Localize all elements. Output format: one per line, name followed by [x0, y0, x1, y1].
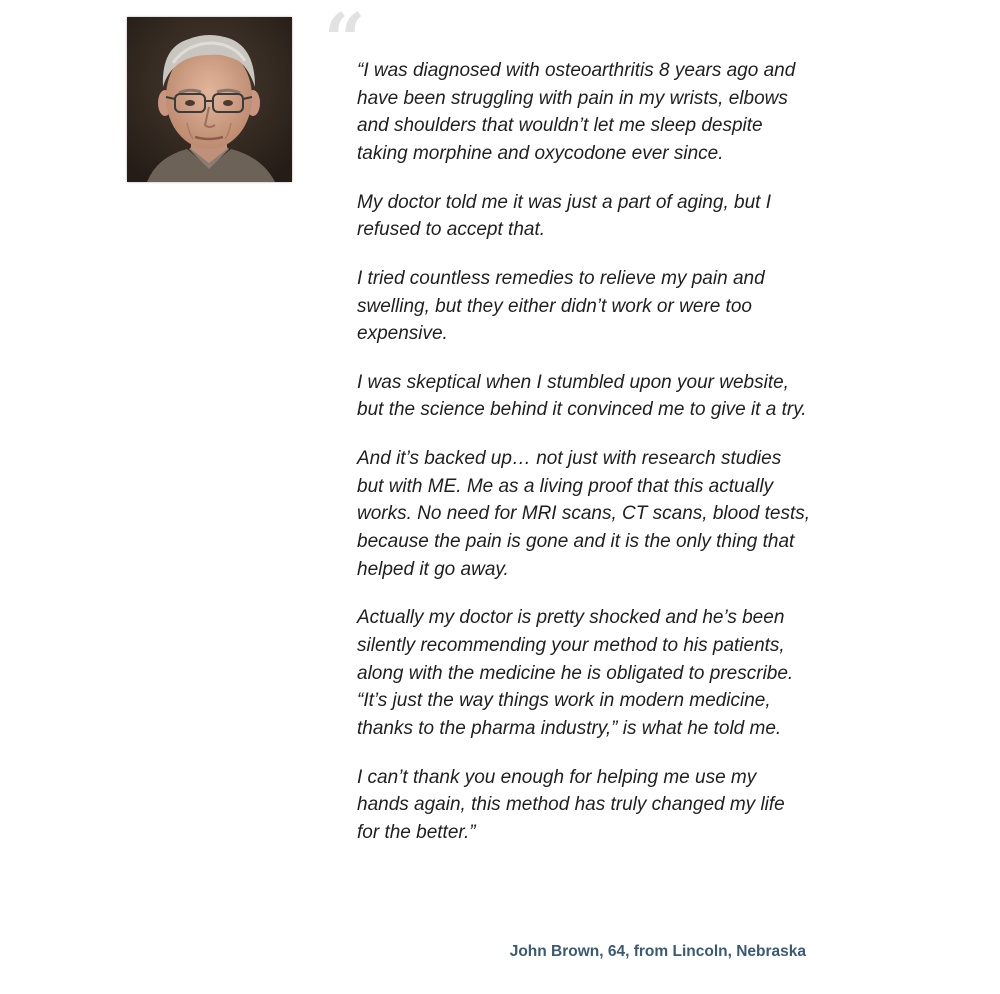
person-photo-icon — [127, 17, 292, 182]
testimonial-paragraph: And it’s backed up… not just with research studies but with ME. Me as a living proof that this actually works. No need for MRI scans, CT scans, blood tests, because the pain is gone and it is the only thing that helped it go away. — [357, 447, 811, 580]
avatar — [127, 17, 292, 182]
testimonial-paragraph: “I was diagnosed with osteoarthritis 8 years ago and have been struggling with pain in my wrists, elbows and shoulders that wouldn’t let me sleep despite taking morphine and oxycodone ever since. — [357, 60, 796, 165]
testimonial-paragraph: I tried countless remedies to relieve my pain and swelling, but they either didn’t work or were too expensive. — [357, 267, 765, 345]
testimonial-paragraph: My doctor told me it was just a part of aging, but I refused to accept that. — [357, 191, 771, 241]
testimonial-paragraph: I can’t thank you enough for helping me use my hands again, this method has truly changed my life for the better.” — [357, 766, 785, 843]
quote-mark-icon: “ — [324, 0, 366, 82]
testimonial-paragraph: I was skeptical when I stumbled upon your website, but the science behind it convinced me to give it a try. — [357, 371, 807, 421]
testimonial-paragraph: Actually my doctor is pretty shocked and he’s been silently recommending your method to his patients, along with the medicine he is obligated to prescribe. “It’s just the way things work in modern medicine, thanks to the pharma industry,” is what he told me. — [357, 607, 794, 740]
author-attribution: John Brown, 64, from Lincoln, Nebraska — [509, 943, 806, 960]
testimonial-text — [357, 57, 812, 867]
